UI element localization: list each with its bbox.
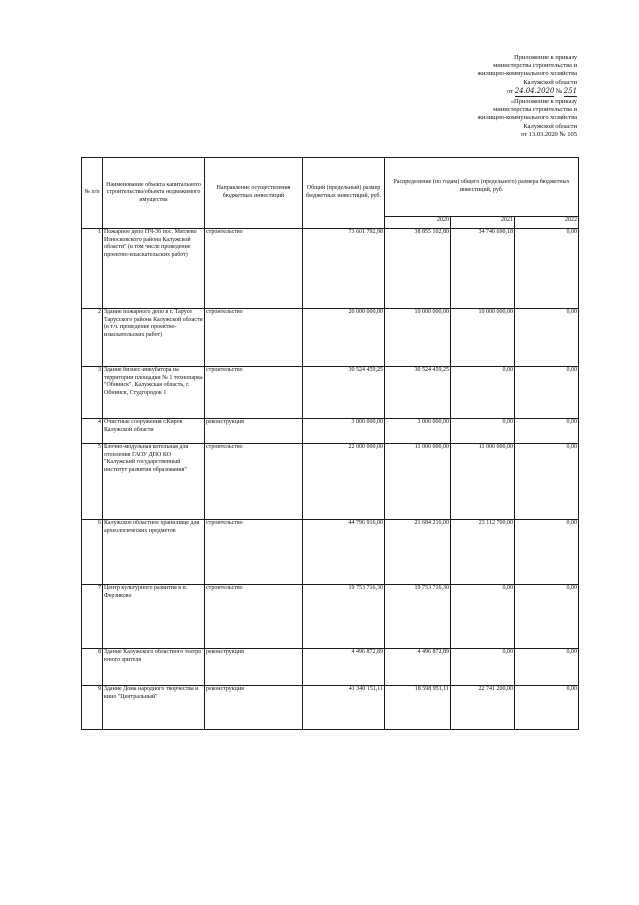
amount-2022: 0,00 [515,309,579,367]
object-name: Очистные сооружения г.Киров Калужской области [103,419,205,444]
table-row [82,309,579,367]
amount-2020: 30 524 459,25 [385,367,451,419]
direction: строительство [205,444,303,520]
total-amount: 19 753 716,30 [303,585,385,649]
object-name: Блочно-модульная котельная для отопления ГАОУ ДПО КО "Калужский государственный институт развития образования" [103,444,205,520]
object-name: Здание Калужского областного театра юного зрителя [103,649,205,686]
amount-2020: 10 000 000,00 [385,309,451,367]
direction: реконструкция [205,419,303,444]
header-line: «Приложение к приказу [510,98,577,105]
from-label: от [507,87,514,95]
direction: строительство [205,520,303,585]
amount-2021: 0,00 [451,367,515,419]
header-line: Калужской области [523,78,577,86]
object-name: Пожарное депо ПЧ-36 пос. Мятлево Износковского района Калужской области" (в том числе проведение проектно-изыскательских работ) [103,229,205,309]
amount-2020: 38 855 102,80 [385,229,451,309]
header-line: жилищно-коммунального хозяйства [477,114,577,122]
year-2021: 2021 [451,217,515,229]
header-line: Калужской области [523,122,577,130]
row-number: 7 [82,585,103,649]
header-line: министерства строительства и [493,62,577,70]
amount-2022: 0,00 [515,367,579,419]
row-number: 9 [82,686,103,730]
amount-2021: 23 112 700,00 [451,520,515,585]
amount-2022: 0,00 [515,686,579,730]
direction: реконструкция [205,686,303,730]
amount-2022: 0,00 [515,444,579,520]
header-line: от 13.03.2020 № 105 [521,130,577,138]
header-line: Приложение к приказу [513,54,577,61]
direction: строительство [205,309,303,367]
table-row [82,229,579,309]
total-amount: 73 601 792,98 [303,229,385,309]
year-2022: 2022 [515,217,579,229]
row-number: 8 [82,649,103,686]
amount-2021: 34 746 690,18 [451,229,515,309]
object-name: Центр культурного развития в п. Ферзиково [103,585,205,649]
order-date-line [477,87,577,97]
amount-2021: 10 000 000,00 [451,309,515,367]
amount-2021: 0,00 [451,649,515,686]
table-row [82,444,579,520]
col-header-num: № п/п [82,158,103,229]
row-number: 4 [82,419,103,444]
order-annex-header [477,54,577,97]
amount-2020: 19 753 716,30 [385,585,451,649]
handwritten-number: 251 [563,86,577,95]
annex-header [477,98,577,139]
object-name: Здание бизнес-инкубатора на территории площадки № 1 технопарка "Обнинск". Калужская область, г. Обнинск, Студгородок 1 [103,367,205,419]
table-row [82,367,579,419]
table-row [82,686,579,730]
investment-table [81,157,579,730]
year-2020: 2020 [385,217,451,229]
amount-2020: 18 598 951,11 [385,686,451,730]
amount-2022: 0,00 [515,585,579,649]
total-amount: 41 340 151,11 [303,686,385,730]
amount-2020: 21 684 216,00 [385,520,451,585]
table-row [82,520,579,585]
header-line: жилищно-коммунального хозяйства [477,70,577,78]
amount-2021: 0,00 [451,419,515,444]
table-row [82,585,579,649]
table-row [82,419,579,444]
row-number: 2 [82,309,103,367]
direction: реконструкция [205,649,303,686]
total-amount: 3 000 000,00 [303,419,385,444]
amount-2020: 4 496 872,89 [385,649,451,686]
amount-2022: 0,00 [515,419,579,444]
total-amount: 4 496 872,89 [303,649,385,686]
object-name: Здание Дома народного творчества и кино "Центральный" [103,686,205,730]
row-number: 6 [82,520,103,585]
col-header-name: Наименование объекта капитального строительства/объекта недвижимого имущества [103,158,205,229]
direction: строительство [205,229,303,309]
col-header-distribution: Распределение (по годам) общего (предельного) размера бюджетных инвестиций, руб. [385,158,579,217]
table-row [82,649,579,686]
amount-2022: 0,00 [515,229,579,309]
header-line: министерства строительства и [493,106,577,114]
row-number: 1 [82,229,103,309]
total-amount: 22 000 000,00 [303,444,385,520]
amount-2022: 0,00 [515,649,579,686]
col-header-direction: Направление осуществления бюджетных инвестиций [205,158,303,229]
object-name: Здание пожарного депо в г. Тарусе Тарусского района Калужской области (в т.ч. проведение проектно-изыскательских работ) [103,309,205,367]
row-number: 3 [82,367,103,419]
amount-2022: 0,00 [515,520,579,585]
handwritten-date: 24.04.2020 [514,86,555,95]
amount-2021: 22 741 200,00 [451,686,515,730]
amount-2021: 11 000 000,00 [451,444,515,520]
number-label: № [555,87,563,95]
total-amount: 30 524 459,25 [303,367,385,419]
row-number: 5 [82,444,103,520]
object-name: Калужское областное хранилище для археологических предметов [103,520,205,585]
total-amount: 44 796 916,00 [303,520,385,585]
table-header-row [82,158,579,217]
total-amount: 20 000 000,00 [303,309,385,367]
amount-2020: 11 000 000,00 [385,444,451,520]
col-header-total: Общий (предельный) размер бюджетных инвестиций, руб. [303,158,385,229]
direction: строительство [205,367,303,419]
direction: строительство [205,585,303,649]
amount-2021: 0,00 [451,585,515,649]
amount-2020: 3 000 000,00 [385,419,451,444]
